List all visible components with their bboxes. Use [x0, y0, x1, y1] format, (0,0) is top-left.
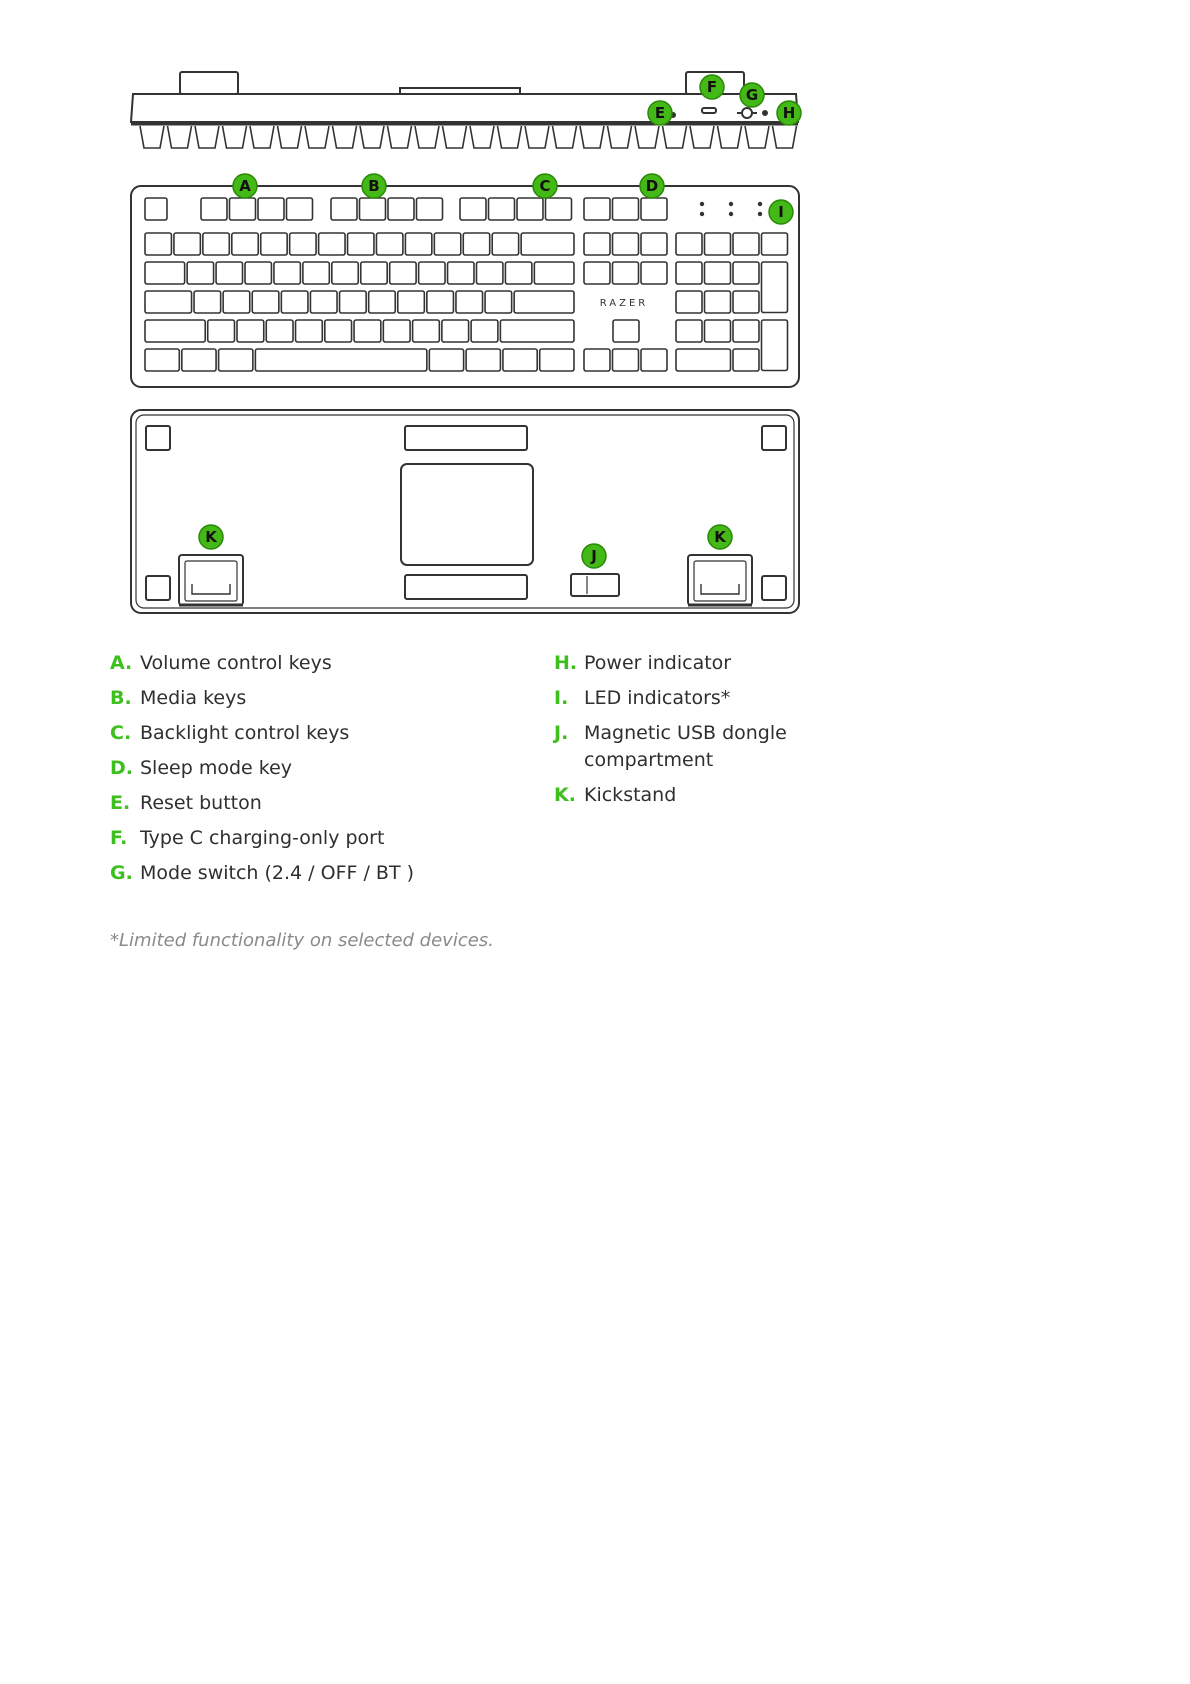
- keycap: [216, 262, 242, 284]
- legend-letter: F.: [110, 827, 128, 849]
- keycap: [303, 262, 329, 284]
- legend-text: Magnetic USB dongle compartment: [584, 722, 787, 771]
- keycap: [413, 320, 440, 342]
- keycap: [521, 233, 574, 255]
- svg-text:K: K: [205, 528, 217, 546]
- keycap: [476, 262, 502, 284]
- rear-keycap: [718, 126, 742, 148]
- keycap: [733, 291, 759, 313]
- keycap: [676, 349, 731, 371]
- keycap: [296, 320, 323, 342]
- legend-left-column: [110, 650, 540, 895]
- rear-keycap: [580, 126, 604, 148]
- keycap: [613, 198, 639, 220]
- rear-keycap: [333, 126, 357, 148]
- legend-item-k: [554, 782, 874, 809]
- keycap: [245, 262, 271, 284]
- keycap: [281, 291, 308, 313]
- legend-item-d: [110, 755, 540, 782]
- keycap: [762, 233, 788, 255]
- keycap: [145, 291, 192, 313]
- svg-text:G: G: [745, 86, 759, 104]
- rear-keycap: [498, 126, 522, 148]
- legend-item-a: [110, 650, 540, 677]
- keycap: [762, 320, 788, 371]
- keycap: [145, 320, 205, 342]
- legend-text: Power indicator: [584, 652, 732, 674]
- brand-logo: RAZER: [599, 298, 649, 309]
- keycap: [517, 198, 543, 220]
- keycap: [340, 291, 367, 313]
- rear-keycap: [250, 126, 274, 148]
- svg-text:D: D: [645, 177, 659, 195]
- keycap: [762, 262, 788, 313]
- keycap: [201, 198, 227, 220]
- legend-item-j: [554, 720, 874, 774]
- keycap: [503, 349, 537, 371]
- keycap: [705, 233, 731, 255]
- legend-letter: A.: [110, 652, 133, 674]
- callout-k-right: [708, 525, 732, 549]
- keycap: [514, 291, 574, 313]
- legend-letter: J.: [554, 722, 569, 744]
- keycap: [546, 198, 572, 220]
- callout-g: [740, 83, 764, 107]
- legend-text: Media keys: [140, 687, 247, 709]
- keycap: [641, 349, 667, 371]
- keycap: [258, 198, 284, 220]
- kickstand-left: [179, 555, 243, 605]
- keycap: [676, 291, 702, 313]
- keycap: [613, 262, 639, 284]
- keycap: [361, 262, 387, 284]
- keycap: [376, 233, 402, 255]
- callout-f: [700, 75, 724, 99]
- keycap: [434, 233, 460, 255]
- legend-letter: E.: [110, 792, 131, 814]
- svg-text:H: H: [782, 104, 796, 122]
- keycap: [705, 320, 731, 342]
- keycap: [208, 320, 235, 342]
- keycap: [255, 349, 426, 371]
- legend-letter: C.: [110, 722, 132, 744]
- svg-text:J: J: [591, 547, 597, 565]
- rear-keycap: [140, 126, 164, 148]
- keycap: [145, 233, 171, 255]
- callout-e: [648, 101, 672, 125]
- keycap: [463, 233, 489, 255]
- keycap: [405, 233, 431, 255]
- callout-a: [233, 174, 257, 198]
- keycap: [584, 198, 610, 220]
- svg-text:E: E: [654, 104, 666, 122]
- keycap: [360, 198, 386, 220]
- keycap: [641, 233, 667, 255]
- keycap: [266, 320, 293, 342]
- rear-keycap: [388, 126, 412, 148]
- rear-keycap: [608, 126, 632, 148]
- rear-keycap: [470, 126, 494, 148]
- legend-text: Mode switch (2.4 / OFF / BT ): [140, 862, 414, 884]
- rear-keycap: [553, 126, 577, 148]
- keycap: [427, 291, 454, 313]
- callout-d: [640, 174, 664, 198]
- keycap: [676, 320, 702, 342]
- keycap: [325, 320, 352, 342]
- keycap: [369, 291, 396, 313]
- legend-item-h: [554, 650, 874, 677]
- keycap: [331, 198, 357, 220]
- legend-letter: G.: [110, 862, 133, 884]
- keycap: [534, 262, 574, 284]
- legend-letter: H.: [554, 652, 578, 674]
- legend-item-c: [110, 720, 540, 747]
- keycap: [237, 320, 264, 342]
- keycap: [705, 262, 731, 284]
- keycap: [429, 349, 463, 371]
- keycap: [492, 233, 518, 255]
- svg-text:I: I: [778, 203, 784, 221]
- keycap: [442, 320, 469, 342]
- keyboard-diagram: [0, 0, 1190, 640]
- legend-text: Backlight control keys: [140, 722, 350, 744]
- keycap: [485, 291, 512, 313]
- legend-right-column: [554, 650, 874, 817]
- rear-keycap: [443, 126, 467, 148]
- keycap: [261, 233, 287, 255]
- keycap: [398, 291, 425, 313]
- keycap: [540, 349, 574, 371]
- keycap: [613, 349, 639, 371]
- keycap: [419, 262, 445, 284]
- keycap: [354, 320, 381, 342]
- keyboard-bottom-view: [131, 410, 799, 613]
- keycap: [145, 198, 167, 220]
- keycap: [417, 198, 443, 220]
- keyboard-top-view: [131, 186, 799, 387]
- keycap: [448, 262, 474, 284]
- footnote: *Limited functionality on selected devices.: [110, 930, 494, 951]
- keycap: [676, 262, 702, 284]
- keycap: [388, 198, 414, 220]
- keycap: [232, 233, 258, 255]
- keycap: [676, 233, 702, 255]
- keycap: [187, 262, 213, 284]
- rear-keycap: [223, 126, 247, 148]
- rear-keycap: [635, 126, 659, 148]
- keycap: [584, 349, 610, 371]
- legend-text: Reset button: [140, 792, 262, 814]
- legend-item-b: [110, 685, 540, 712]
- keycap: [290, 233, 316, 255]
- legend-text: Volume control keys: [140, 652, 332, 674]
- legend-text: LED indicators*: [584, 687, 731, 709]
- keycap: [203, 233, 229, 255]
- rear-keycap: [745, 126, 769, 148]
- callout-h: [777, 101, 801, 125]
- keycap: [252, 291, 279, 313]
- legend-item-e: [110, 790, 540, 817]
- keycap: [641, 198, 667, 220]
- keycap: [230, 198, 256, 220]
- keycap: [641, 262, 667, 284]
- legend-text: Kickstand: [584, 784, 677, 806]
- legend-letter: I.: [554, 687, 569, 709]
- legend-letter: K.: [554, 784, 576, 806]
- svg-text:A: A: [239, 177, 251, 195]
- callout-b: [362, 174, 386, 198]
- callout-k-left: [199, 525, 223, 549]
- callout-c: [533, 174, 557, 198]
- keycap: [332, 262, 358, 284]
- keycap: [274, 262, 300, 284]
- rear-keycap: [690, 126, 714, 148]
- keycap: [182, 349, 216, 371]
- keycap: [733, 349, 759, 371]
- keycap: [319, 233, 345, 255]
- rear-keycap: [195, 126, 219, 148]
- rear-keycap: [415, 126, 439, 148]
- rear-keycap: [663, 126, 687, 148]
- keycap: [613, 233, 639, 255]
- rear-keycap: [168, 126, 192, 148]
- rear-keycap: [278, 126, 302, 148]
- rear-keycap: [773, 126, 797, 148]
- keycap: [466, 349, 500, 371]
- keycap: [219, 349, 253, 371]
- callout-i: [769, 200, 793, 224]
- keycap: [500, 320, 574, 342]
- kickstand-right: [688, 555, 752, 605]
- keycap: [287, 198, 313, 220]
- keycap: [584, 262, 610, 284]
- svg-text:K: K: [714, 528, 726, 546]
- legend-item-i: [554, 685, 874, 712]
- legend-text: Type C charging-only port: [140, 827, 385, 849]
- keycap: [733, 320, 759, 342]
- legend-item-g: [110, 860, 540, 887]
- rear-keycap: [525, 126, 549, 148]
- svg-text:F: F: [706, 78, 718, 96]
- keycap: [390, 262, 416, 284]
- callout-j: [582, 544, 606, 568]
- keycap: [613, 320, 639, 342]
- keycap: [223, 291, 250, 313]
- keycap: [310, 291, 337, 313]
- keycap: [584, 233, 610, 255]
- keycap: [194, 291, 221, 313]
- keycap: [471, 320, 498, 342]
- keycap: [456, 291, 483, 313]
- legend-letter: B.: [110, 687, 132, 709]
- keycap: [733, 233, 759, 255]
- keycap: [733, 262, 759, 284]
- keyboard-rear-view: [131, 72, 798, 148]
- keycap: [348, 233, 374, 255]
- keycap: [489, 198, 515, 220]
- keycap: [174, 233, 200, 255]
- keycap: [460, 198, 486, 220]
- svg-text:B: B: [368, 177, 380, 195]
- legend-letter: D.: [110, 757, 133, 779]
- legend-item-f: [110, 825, 540, 852]
- keycap: [145, 349, 179, 371]
- keycap: [145, 262, 185, 284]
- keycap: [505, 262, 531, 284]
- rear-keycap: [305, 126, 329, 148]
- legend-text: Sleep mode key: [140, 757, 292, 779]
- svg-text:C: C: [539, 177, 551, 195]
- keycap: [705, 291, 731, 313]
- rear-keycap: [360, 126, 384, 148]
- keycap: [383, 320, 410, 342]
